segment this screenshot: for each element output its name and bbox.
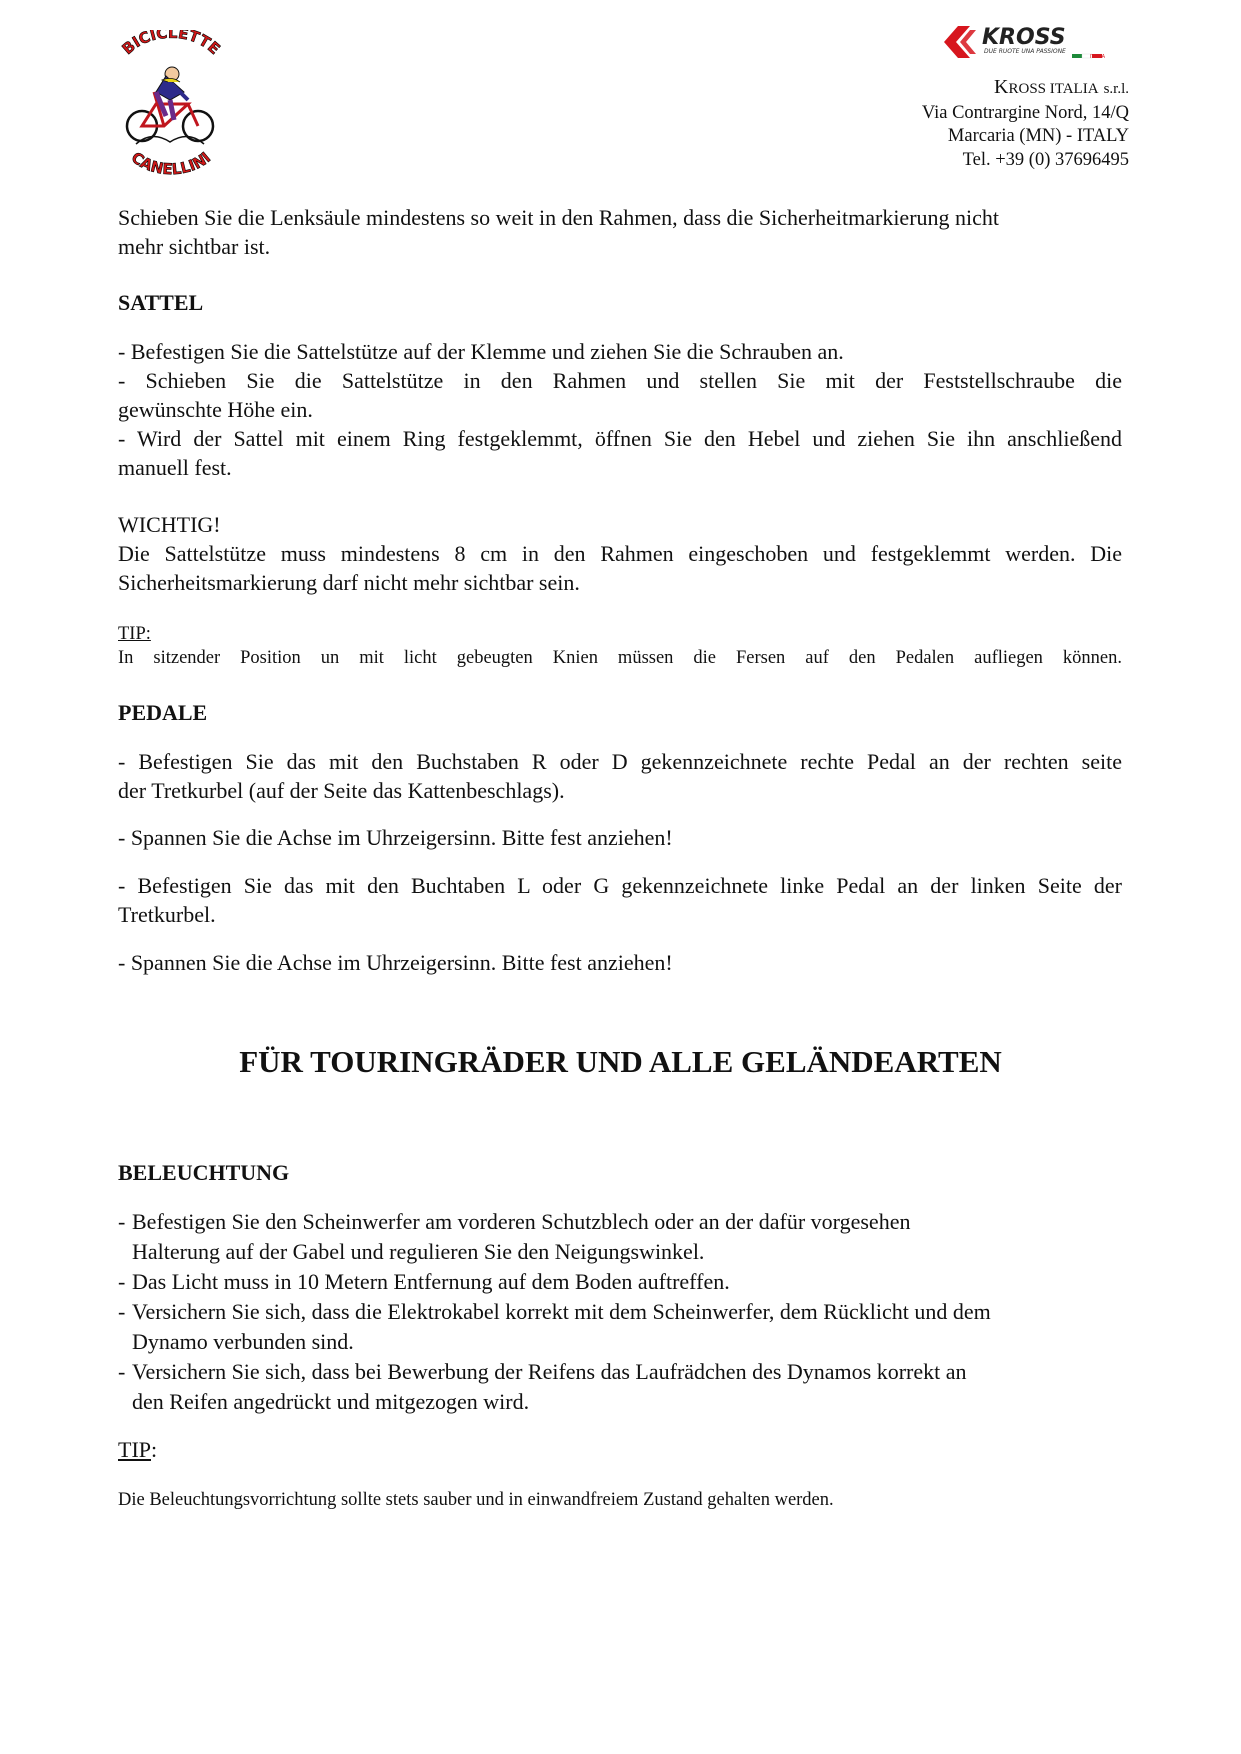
company-rest: ROSS ITALIA	[1008, 81, 1099, 97]
cyclist-icon	[127, 67, 213, 141]
kross-chevron-icon	[944, 26, 970, 58]
wichtig-label: WICHTIG!	[118, 512, 221, 537]
company-suffix: s.r.l.	[1103, 81, 1129, 97]
intro-paragraph	[118, 203, 1122, 261]
pedale-heading: PEDALE	[118, 700, 208, 725]
pedale-list-2	[118, 871, 1122, 929]
wichtig-text: Die Sattelstütze muss mindestens 8 cm in den Rahmen eingeschoben und festgeklemmt werden. Die	[118, 541, 1122, 566]
intro-line: Schieben Sie die Lenksäule mindestens so weit in den Rahmen, dass die Sicherheitmarkierung nicht	[118, 205, 1000, 230]
wichtig-block	[118, 510, 1122, 597]
list-item-cont: gewünschte Höhe ein.	[118, 397, 313, 422]
kross-tagline: DUE RUOTE UNA PASSIONE	[984, 48, 1066, 55]
tip-text: In sitzender Position un mit licht gebeugten Knien müssen die Fersen auf den Pedalen aufliegen können.	[118, 648, 1122, 668]
address-phone: Tel. +39 (0) 37696495	[962, 149, 1129, 170]
beleuchtung-list	[118, 1207, 1122, 1417]
kross-logo	[940, 20, 1112, 60]
sattel-tip	[118, 622, 1122, 670]
address-street: Via Contrargine Nord, 14/Q	[921, 102, 1129, 123]
beleuchtung-tip-label: TIP:	[118, 1437, 158, 1462]
logo-bottom-text: CANELLINI	[127, 148, 215, 179]
list-item: - Befestigen Sie das mit den Buchtaben L oder G gekennzeichnete linke Pedal an der linken Seite der	[118, 873, 1122, 898]
tip-label: TIP:	[118, 624, 151, 644]
list-item: - Versichern Sie sich, dass die Elektrokabel korrekt mit dem Scheinwerfer, dem Rücklicht und dem Dynamo verbunden sind.	[118, 1299, 991, 1354]
list-item: - Schieben Sie die Sattelstütze in den Rahmen und stellen Sie mit der Feststellschraube die	[118, 368, 1122, 393]
kross-sub: ITALIA	[1089, 54, 1105, 60]
beleuchtung-tip-text: Die Beleuchtungsvorrichtung sollte stets sauber und in einwandfreiem Zustand gehalten werden.	[118, 1490, 834, 1510]
biciclette-canellini-logo	[112, 30, 230, 180]
company-address	[922, 76, 1129, 172]
kross-brand: KROSS	[982, 25, 1066, 50]
list-item-cont: der Tretkurbel (auf der Seite das Kattenbeschlags).	[118, 778, 565, 803]
list-item: - Befestigen Sie das mit den Buchstaben R oder D gekennzeichnete rechte Pedal an der rechten seite	[118, 749, 1122, 774]
intro-line: mehr sichtbar ist.	[118, 234, 271, 259]
list-item: - Wird der Sattel mit einem Ring festgeklemmt, öffnen Sie den Hebel und ziehen Sie ihn anschließend	[118, 426, 1122, 451]
beleuchtung-heading: BELEUCHTUNG	[118, 1160, 290, 1185]
pedale-list	[118, 747, 1122, 805]
list-item: - Das Licht muss in 10 Metern Entfernung auf dem Boden auftreffen.	[118, 1269, 730, 1294]
list-item: - Befestigen Sie die Sattelstütze auf der Klemme und ziehen Sie die Schrauben an.	[118, 339, 844, 364]
list-item-cont: manuell fest.	[118, 455, 232, 480]
sattel-heading: SATTEL	[118, 290, 204, 315]
sattel-list	[118, 337, 1122, 482]
company-initial: K	[994, 76, 1009, 98]
list-item: - Versichern Sie sich, dass bei Bewerbung der Reifens das Laufrädchen des Dynamos korrekt an den Reifen angedrückt und mitgezogen wird.	[118, 1359, 967, 1414]
wichtig-text: Sicherheitsmarkierung darf nicht mehr sichtbar sein.	[118, 570, 580, 595]
section-title: FÜR TOURINGRÄDER UND ALLE GELÄNDEARTEN	[239, 1044, 1002, 1079]
list-item-cont: Tretkurbel.	[118, 902, 216, 927]
list-item: - Spannen Sie die Achse im Uhrzeigersinn. Bitte fest anziehen!	[118, 950, 673, 975]
logo-top-text: BICICLETTE	[118, 30, 224, 59]
address-city: Marcaria (MN) - ITALY	[947, 126, 1129, 146]
company-name	[922, 76, 1129, 102]
list-item: - Spannen Sie die Achse im Uhrzeigersinn. Bitte fest anziehen!	[118, 825, 673, 850]
list-item: - Befestigen Sie den Scheinwerfer am vorderen Schutzblech oder an der dafür vorgesehen Halterung auf der Gabel und regulieren Sie den Neigungswinkel.	[118, 1209, 911, 1264]
